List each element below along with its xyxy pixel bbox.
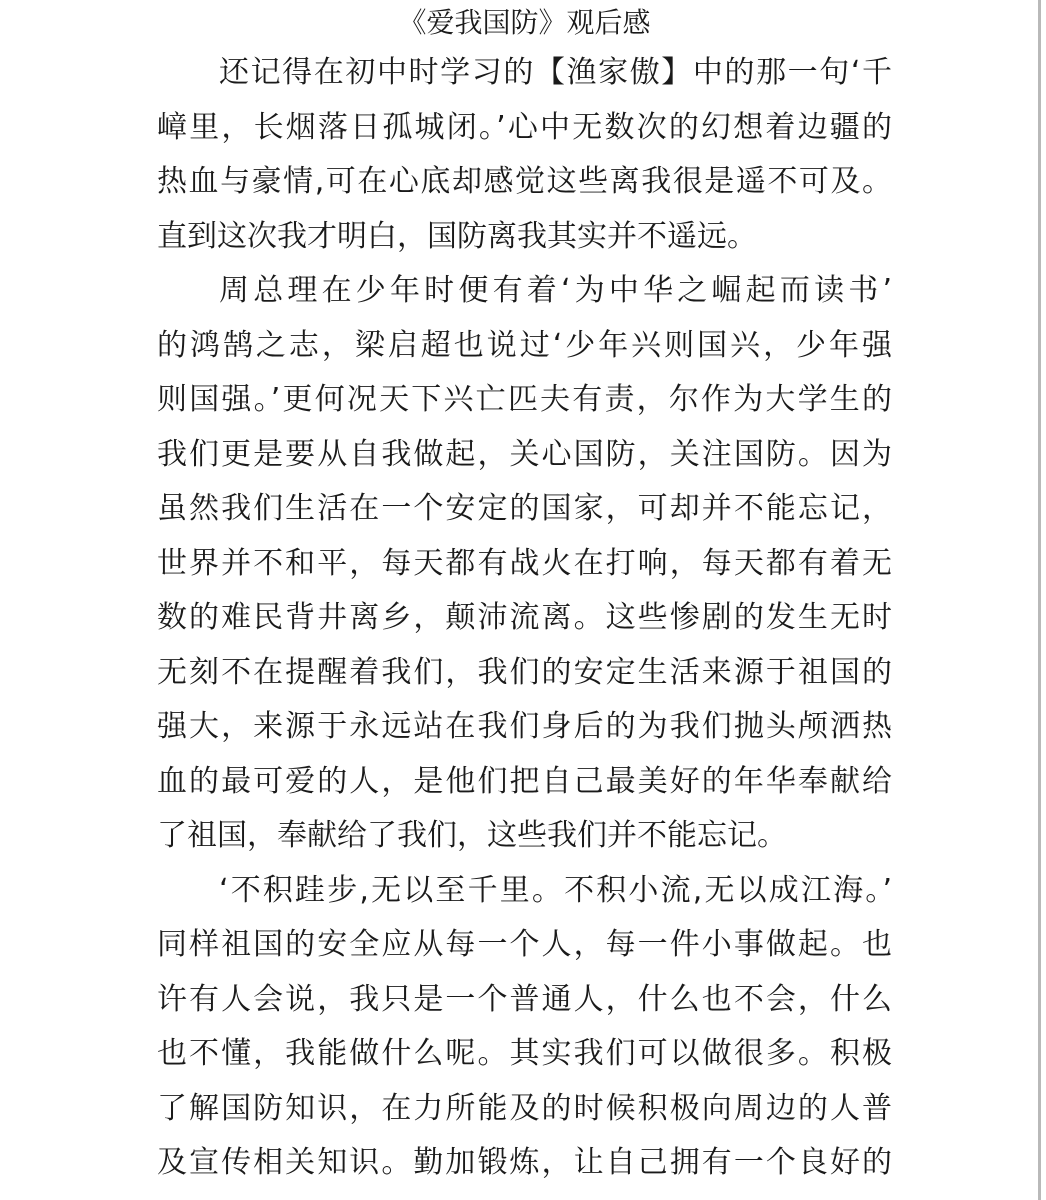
paragraph-1 bbox=[157, 46, 892, 264]
text-line: ‘不积跬步,无以至千里。不积小流,无以成江海。’ bbox=[219, 872, 892, 908]
document-title: 《爱我国防》观后感 bbox=[398, 6, 651, 39]
text-line: 则国强。’更何况天下兴亡匹夫有责，尔作为大学生的 bbox=[157, 382, 892, 417]
text-line: 同样祖国的安全应从每一个人，每一件小事做起。也 bbox=[157, 927, 892, 962]
text-line: 及宣传相关知识。勤加锻炼，让自己拥有一个良好的 bbox=[157, 1145, 892, 1180]
text-line: 周总理在少年时便有着‘为中华之崛起而读书’ bbox=[219, 273, 892, 308]
text-line: 血的最可爱的人，是他们把自己最美好的年华奉献给 bbox=[157, 763, 892, 799]
text-line: 许有人会说，我只是一个普通人，什么也不会，什么 bbox=[157, 981, 892, 1017]
text-line: 了祖国，奉献给了我们，这些我们并不能忘记。 bbox=[157, 818, 787, 853]
text-line: 也不懂，我能做什么呢。其实我们可以做很多。积极 bbox=[157, 1036, 892, 1071]
text-line: 虽然我们生活在一个安定的国家，可却并不能忘记， bbox=[157, 491, 892, 526]
document-body bbox=[157, 0, 892, 1191]
text-line: 了解国防知识，在力所能及的时候积极向周边的人普 bbox=[157, 1090, 892, 1126]
text-line: 世界并不和平，每天都有战火在打响，每天都有着无 bbox=[157, 545, 892, 581]
page-edge-rule bbox=[1038, 0, 1041, 1200]
text-line: 我们更是要从自我做起，关心国防，关注国防。因为 bbox=[157, 436, 892, 472]
paragraph-3 bbox=[157, 864, 892, 1191]
text-line: 强大，来源于永远站在我们身后的为我们抛头颅洒热 bbox=[157, 709, 892, 744]
paragraph-2 bbox=[157, 264, 892, 864]
text-line: 热血与豪情,可在心底却感觉这些离我很是遥不可及。 bbox=[157, 164, 892, 199]
text-line: 无刻不在提醒着我们，我们的安定生活来源于祖国的 bbox=[157, 654, 892, 690]
text-line: 嶂里，长烟落日孤城闭。’心中无数次的幻想着边疆的 bbox=[157, 109, 892, 145]
text-line: 还记得在初中时学习的【渔家傲】中的那一句‘千 bbox=[219, 55, 892, 90]
text-line: 直到这次我才明白，国防离我其实并不遥远。 bbox=[157, 218, 757, 254]
text-line: 数的难民背井离乡，颠沛流离。这些惨剧的发生无时 bbox=[157, 600, 892, 635]
text-line: 的鸿鹄之志，梁启超也说过‘少年兴则国兴，少年强 bbox=[157, 327, 892, 363]
